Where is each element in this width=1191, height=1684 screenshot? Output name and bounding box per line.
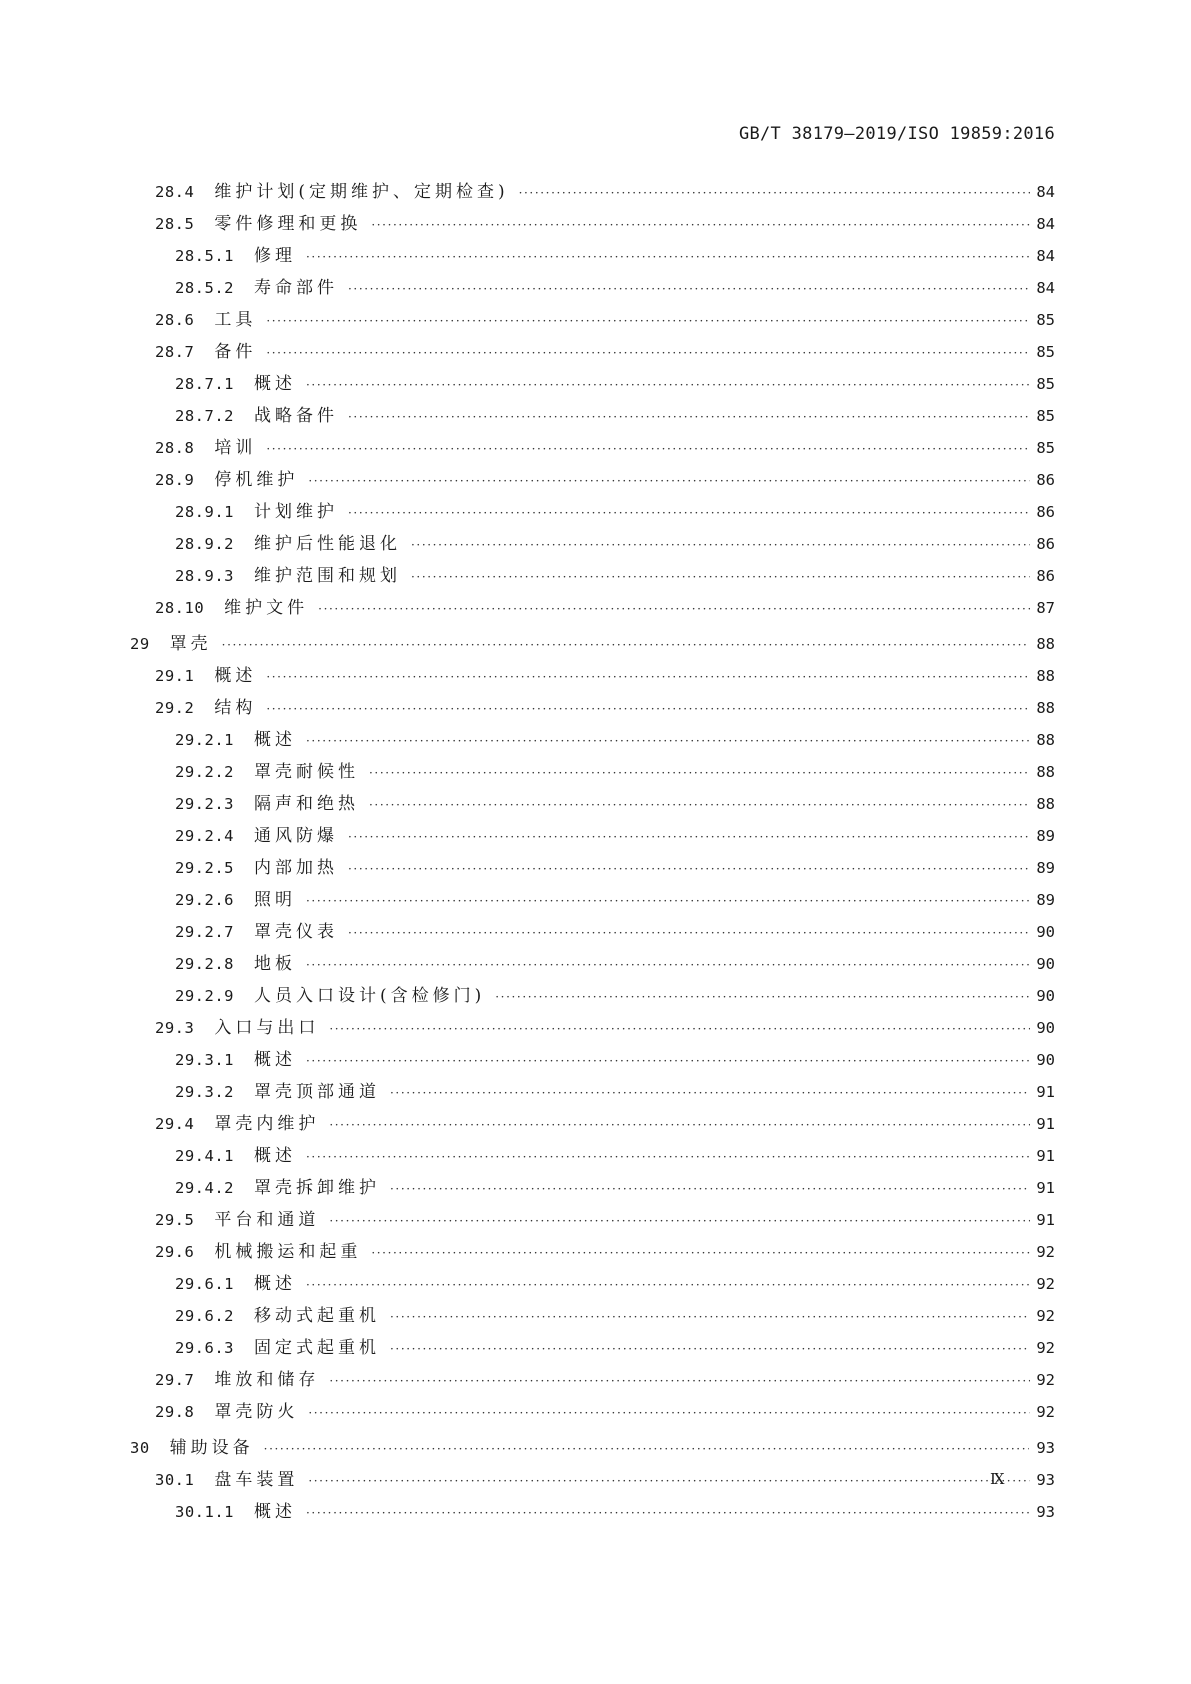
toc-entry-title: 备件 <box>214 342 257 362</box>
toc-entry-title: 概述 <box>254 1502 296 1522</box>
toc-entry-page: 85 <box>1036 439 1055 457</box>
toc-leader-dots <box>266 337 1028 369</box>
toc-entry[interactable] <box>130 176 1055 208</box>
toc-entry[interactable] <box>130 496 1055 528</box>
toc-entry-page: 92 <box>1036 1275 1055 1293</box>
toc-entry-number: 29.2.9 <box>175 987 234 1005</box>
toc-leader-dots <box>348 497 1030 529</box>
toc-entry[interactable] <box>130 980 1055 1012</box>
table-of-contents <box>130 176 1055 1528</box>
toc-leader-dots <box>390 1333 1030 1365</box>
toc-entry-number: 29.3.1 <box>175 1051 234 1069</box>
toc-entry-title: 移动式起重机 <box>254 1306 380 1326</box>
toc-entry-title: 培训 <box>214 438 257 458</box>
toc-entry-page: 88 <box>1036 635 1055 653</box>
toc-entry-page: 92 <box>1036 1403 1055 1421</box>
toc-entry-title: 战略备件 <box>254 406 338 426</box>
toc-entry[interactable] <box>130 1300 1055 1332</box>
toc-entry-title: 零件修理和更换 <box>214 214 362 234</box>
toc-leader-dots <box>371 209 1030 241</box>
toc-entry-number: 29.2 <box>155 699 195 717</box>
toc-entry-number: 28.7.1 <box>175 375 234 393</box>
toc-entry[interactable] <box>130 560 1055 592</box>
toc-entry-number: 29.6.1 <box>175 1275 234 1293</box>
toc-entry-page: 84 <box>1036 279 1055 297</box>
toc-entry-number: 28.9 <box>155 471 195 489</box>
toc-entry-title: 维护计划(定期维护、定期检查) <box>214 182 509 202</box>
toc-entry-page: 88 <box>1036 763 1055 781</box>
toc-leader-dots <box>519 177 1031 209</box>
toc-entry-page: 90 <box>1036 1051 1055 1069</box>
toc-entry[interactable] <box>130 1108 1055 1140</box>
toc-leader-dots <box>329 1205 1030 1237</box>
toc-entry[interactable] <box>130 592 1055 624</box>
toc-entry[interactable] <box>130 1076 1055 1108</box>
toc-leader-dots <box>306 241 1030 273</box>
toc-leader-dots <box>348 917 1030 949</box>
toc-entry-title: 计划维护 <box>254 502 338 522</box>
toc-entry[interactable] <box>130 724 1055 756</box>
toc-leader-dots <box>390 1301 1030 1333</box>
toc-entry-title: 维护文件 <box>224 598 309 618</box>
toc-entry-number: 30.1.1 <box>175 1503 234 1521</box>
toc-entry-number: 28.9.2 <box>175 535 234 553</box>
toc-entry-title: 辅助设备 <box>169 1438 254 1458</box>
toc-entry-title: 维护范围和规划 <box>254 566 401 586</box>
toc-entry-page: 85 <box>1036 343 1055 361</box>
toc-entry-title: 堆放和储存 <box>214 1370 320 1390</box>
toc-entry-page: 93 <box>1036 1439 1055 1457</box>
toc-entry-title: 概述 <box>254 730 296 750</box>
toc-entry-number: 29.3.2 <box>175 1083 234 1101</box>
toc-entry-page: 92 <box>1036 1371 1055 1389</box>
toc-entry-page: 84 <box>1036 215 1055 233</box>
page-number: Ⅸ <box>990 1470 1005 1488</box>
toc-entry-page: 88 <box>1036 731 1055 749</box>
toc-entry-page: 88 <box>1036 795 1055 813</box>
toc-entry[interactable] <box>130 1204 1055 1236</box>
toc-entry-number: 28.7 <box>155 343 195 361</box>
toc-entry[interactable] <box>130 400 1055 432</box>
toc-entry-number: 29.4.1 <box>175 1147 234 1165</box>
toc-entry-title: 概述 <box>254 1050 296 1070</box>
toc-leader-dots <box>266 305 1028 337</box>
toc-entry[interactable] <box>130 756 1055 788</box>
toc-entry-page: 85 <box>1036 311 1055 329</box>
toc-leader-dots <box>306 1497 1030 1529</box>
toc-entry-number: 28.5.2 <box>175 279 234 297</box>
toc-entry-number: 28.5 <box>155 215 195 233</box>
toc-entry-title: 内部加热 <box>254 858 338 878</box>
toc-entry-page: 91 <box>1036 1083 1055 1101</box>
toc-entry-title: 罩壳耐候性 <box>254 762 359 782</box>
toc-entry-number: 28.6 <box>155 311 195 329</box>
toc-entry[interactable] <box>130 916 1055 948</box>
toc-entry-number: 28.10 <box>155 599 205 617</box>
toc-entry-number: 30 <box>130 1439 150 1457</box>
toc-entry-number: 29.2.1 <box>175 731 234 749</box>
toc-entry[interactable] <box>130 788 1055 820</box>
toc-leader-dots <box>308 465 1029 497</box>
toc-entry[interactable] <box>130 692 1055 724</box>
toc-entry[interactable] <box>130 432 1055 464</box>
toc-leader-dots <box>348 853 1030 885</box>
toc-entry-title: 通风防爆 <box>254 826 338 846</box>
toc-entry[interactable] <box>130 1172 1055 1204</box>
toc-entry-title: 概述 <box>254 374 296 394</box>
toc-entry-title: 罩壳内维护 <box>214 1114 320 1134</box>
toc-entry-title: 隔声和绝热 <box>254 794 359 814</box>
toc-entry-page: 90 <box>1036 987 1055 1005</box>
toc-entry[interactable] <box>130 660 1055 692</box>
toc-leader-dots <box>266 693 1028 725</box>
toc-entry-title: 停机维护 <box>214 470 299 490</box>
toc-entry-number: 28.7.2 <box>175 407 234 425</box>
toc-leader-dots <box>266 433 1028 465</box>
toc-entry-page: 89 <box>1036 859 1055 877</box>
toc-entry-number: 29.4 <box>155 1115 195 1133</box>
toc-entry[interactable] <box>130 208 1055 240</box>
toc-leader-dots <box>264 1433 1029 1465</box>
toc-entry[interactable] <box>130 1236 1055 1268</box>
toc-entry-title: 人员入口设计(含检修门) <box>254 986 486 1006</box>
toc-entry[interactable] <box>130 1432 1055 1464</box>
toc-entry[interactable] <box>130 464 1055 496</box>
toc-entry-number: 29.2.3 <box>175 795 234 813</box>
toc-entry-page: 86 <box>1036 503 1055 521</box>
toc-entry-title: 维护后性能退化 <box>254 534 401 554</box>
toc-entry-number: 29.6.2 <box>175 1307 234 1325</box>
toc-entry-page: 93 <box>1036 1503 1055 1521</box>
toc-leader-dots <box>266 661 1028 693</box>
toc-entry[interactable] <box>130 1268 1055 1300</box>
toc-entry-number: 29.2.6 <box>175 891 234 909</box>
toc-entry-page: 87 <box>1036 599 1055 617</box>
toc-entry-page: 90 <box>1036 923 1055 941</box>
toc-leader-dots <box>306 369 1030 401</box>
toc-entry-number: 28.8 <box>155 439 195 457</box>
toc-leader-dots <box>348 821 1030 853</box>
toc-entry[interactable] <box>130 884 1055 916</box>
toc-leader-dots <box>329 1013 1030 1045</box>
toc-entry-page: 88 <box>1036 699 1055 717</box>
toc-entry-number: 29.3 <box>155 1019 195 1037</box>
toc-entry[interactable] <box>130 336 1055 368</box>
toc-entry-page: 92 <box>1036 1339 1055 1357</box>
toc-entry-page: 90 <box>1036 955 1055 973</box>
toc-leader-dots <box>390 1077 1030 1109</box>
toc-entry-number: 29 <box>130 635 150 653</box>
toc-leader-dots <box>306 949 1030 981</box>
toc-entry-number: 28.9.1 <box>175 503 234 521</box>
toc-leader-dots <box>306 725 1030 757</box>
toc-entry-title: 概述 <box>254 1274 296 1294</box>
toc-entry-page: 91 <box>1036 1179 1055 1197</box>
toc-entry[interactable] <box>130 1364 1055 1396</box>
toc-entry-number: 29.6 <box>155 1243 195 1261</box>
toc-entry-number: 29.5 <box>155 1211 195 1229</box>
toc-entry-page: 89 <box>1036 827 1055 845</box>
toc-entry-number: 28.9.3 <box>175 567 234 585</box>
toc-entry[interactable] <box>130 1496 1055 1528</box>
toc-leader-dots <box>306 885 1030 917</box>
toc-leader-dots <box>306 1141 1030 1173</box>
toc-entry-page: 92 <box>1036 1243 1055 1261</box>
toc-leader-dots <box>369 757 1030 789</box>
toc-entry-page: 86 <box>1036 535 1055 553</box>
toc-leader-dots <box>308 1465 1029 1497</box>
toc-entry-number: 29.2.7 <box>175 923 234 941</box>
toc-entry-page: 89 <box>1036 891 1055 909</box>
toc-leader-dots <box>308 1397 1029 1429</box>
toc-entry-page: 86 <box>1036 471 1055 489</box>
toc-entry-number: 29.2.8 <box>175 955 234 973</box>
toc-entry-number: 28.4 <box>155 183 195 201</box>
toc-leader-dots <box>348 401 1030 433</box>
toc-entry-page: 91 <box>1036 1115 1055 1133</box>
toc-entry-title: 罩壳仪表 <box>254 922 338 942</box>
toc-entry[interactable] <box>130 1044 1055 1076</box>
toc-entry-number: 29.8 <box>155 1403 195 1421</box>
toc-leader-dots <box>329 1109 1030 1141</box>
toc-entry-title: 盘车装置 <box>214 1470 299 1490</box>
toc-leader-dots <box>329 1365 1030 1397</box>
toc-entry-title: 寿命部件 <box>254 278 338 298</box>
toc-leader-dots <box>306 1045 1030 1077</box>
toc-entry-title: 结构 <box>214 698 257 718</box>
toc-entry-number: 29.4.2 <box>175 1179 234 1197</box>
toc-entry[interactable] <box>130 1140 1055 1172</box>
toc-leader-dots <box>306 1269 1030 1301</box>
toc-entry-title: 概述 <box>214 666 257 686</box>
toc-entry-number: 28.5.1 <box>175 247 234 265</box>
toc-entry[interactable] <box>130 820 1055 852</box>
toc-leader-dots <box>222 629 1028 661</box>
toc-entry[interactable] <box>130 240 1055 272</box>
toc-entry-page: 93 <box>1036 1471 1055 1489</box>
toc-entry-title: 概述 <box>254 1146 296 1166</box>
toc-leader-dots <box>318 593 1030 625</box>
toc-entry[interactable] <box>130 948 1055 980</box>
toc-leader-dots <box>348 273 1030 305</box>
toc-entry-title: 照明 <box>254 890 296 910</box>
toc-entry-title: 修理 <box>254 246 296 266</box>
toc-leader-dots <box>495 981 1030 1013</box>
toc-entry-title: 罩壳 <box>169 634 212 654</box>
toc-entry-title: 罩壳顶部通道 <box>254 1082 380 1102</box>
toc-entry[interactable] <box>130 1464 1055 1496</box>
toc-entry-number: 29.2.4 <box>175 827 234 845</box>
toc-entry-page: 85 <box>1036 407 1055 425</box>
document-header: GB/T 38179—2019/ISO 19859:2016 <box>738 124 1055 144</box>
toc-leader-dots <box>411 529 1030 561</box>
toc-entry-title: 工具 <box>214 310 257 330</box>
toc-entry-page: 84 <box>1036 247 1055 265</box>
toc-entry-page: 91 <box>1036 1211 1055 1229</box>
toc-entry[interactable] <box>130 272 1055 304</box>
toc-leader-dots <box>369 789 1030 821</box>
toc-entry[interactable] <box>130 1396 1055 1428</box>
toc-entry-title: 平台和通道 <box>214 1210 320 1230</box>
toc-entry-page: 86 <box>1036 567 1055 585</box>
toc-entry-number: 30.1 <box>155 1471 195 1489</box>
toc-entry[interactable] <box>130 852 1055 884</box>
toc-entry[interactable] <box>130 368 1055 400</box>
toc-entry-number: 29.2.2 <box>175 763 234 781</box>
toc-entry-title: 机械搬运和起重 <box>214 1242 362 1262</box>
toc-entry-page: 92 <box>1036 1307 1055 1325</box>
toc-entry-title: 罩壳防火 <box>214 1402 299 1422</box>
toc-entry-number: 29.1 <box>155 667 195 685</box>
toc-entry[interactable] <box>130 628 1055 660</box>
toc-entry-title: 地板 <box>254 954 296 974</box>
toc-entry-title: 入口与出口 <box>214 1018 320 1038</box>
toc-entry-page: 91 <box>1036 1147 1055 1165</box>
toc-entry[interactable] <box>130 304 1055 336</box>
toc-entry-number: 29.2.5 <box>175 859 234 877</box>
toc-entry-page: 84 <box>1036 183 1055 201</box>
toc-entry[interactable] <box>130 1332 1055 1364</box>
toc-leader-dots <box>390 1173 1030 1205</box>
toc-entry-number: 29.7 <box>155 1371 195 1389</box>
toc-entry-page: 88 <box>1036 667 1055 685</box>
toc-entry[interactable] <box>130 528 1055 560</box>
toc-leader-dots <box>411 561 1030 593</box>
toc-entry[interactable] <box>130 1012 1055 1044</box>
toc-entry-title: 固定式起重机 <box>254 1338 380 1358</box>
toc-leader-dots <box>371 1237 1030 1269</box>
toc-entry-page: 85 <box>1036 375 1055 393</box>
toc-entry-title: 罩壳拆卸维护 <box>254 1178 380 1198</box>
toc-entry-number: 29.6.3 <box>175 1339 234 1357</box>
toc-entry-page: 90 <box>1036 1019 1055 1037</box>
